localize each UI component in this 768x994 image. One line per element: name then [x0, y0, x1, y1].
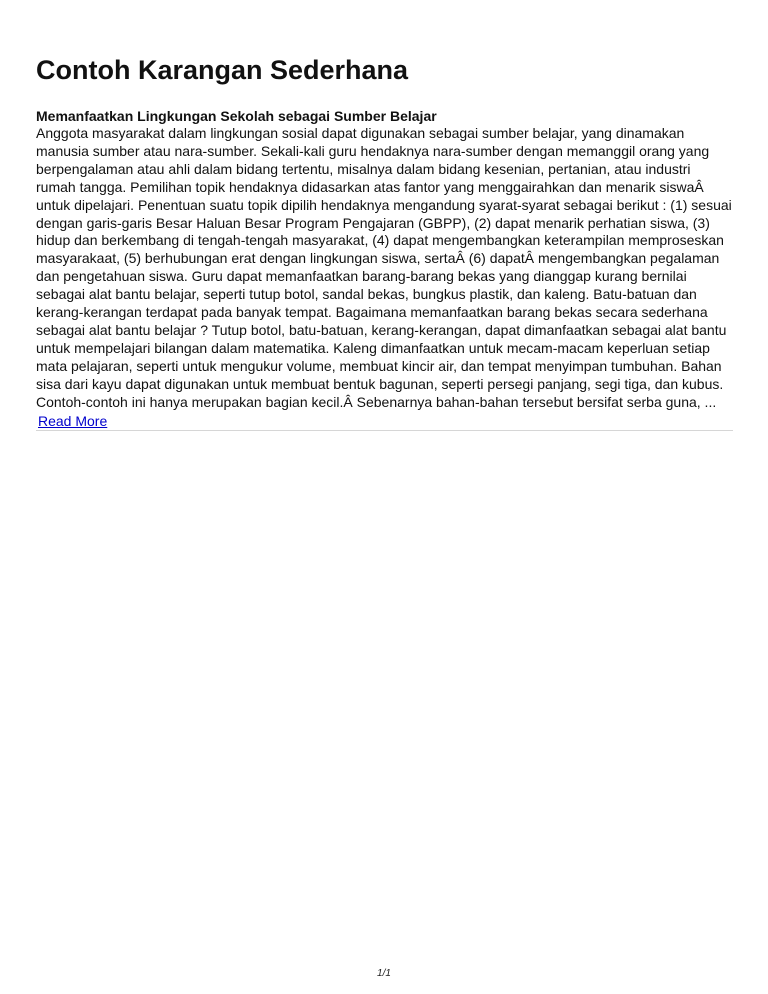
page-number: 1/1: [377, 968, 391, 979]
article-heading: Memanfaatkan Lingkungan Sekolah sebagai Sumber Belajar: [36, 108, 437, 124]
article-body: Anggota masyarakat dalam lingkungan sosial dapat digunakan sebagai sumber belajar, yang dinamakan manusia sumber atau nara-sumber. Sekali-kali guru hendaknya nara-sumber dengan memanggil orang yang berpengalaman atau ahli dalam bidang tertentu, misalnya dalam bidang kesenian, pertanian, atau industri rumah tangga. Pemilihan topik hendaknya didasarkan atas fantor yang menggairahkan dan menarik siswaÂ untuk dipelajari. Penentuan suatu topik dipilih hendaknya mengandung syarat-syarat sebagai berikut : (1) sesuai dengan garis-garis Besar Haluan Besar Program Pengajaran (GBPP), (2) dapat menarik perhatian siswa, (3) hidup dan berkembang di tengah-tengah masyarakat, (4) dapat mengembangkan keterampilan memproseskan masyarakaat, (5) berhubungan erat dengan lingkungan siswa, sertaÂ (6) dapatÂ mengembangkan pegalaman dan pengetahuan siswa. Guru dapat memanfaatkan barang-barang bekas yang dianggap kurang bernilai sebagai alat bantu belajar, seperti tutup botol, sandal bekas, bungkus plastik, dan kaleng. Batu-batuan dan kerang-kerangan terdapat pada banyak tempat. Bagaimana memanfaatkan barang bekas secara sederhana sebagai alat bantu belajar ? Tutup botol, batu-batuan, kerang-kerangan, dapat dimanfaatkan sebagai alat bantu untuk mempelajari bilangan dalam matematika. Kaleng dimanfaatkan untuk mecam-macam keperluan setiap mata pelajaran, seperti untuk mengukur volume, membuat kincir air, dan tempat menyimpan tumbuhan. Bahan sisa dari kayu dapat digunakan untuk membuat bentuk bagunan, seperti persegi panjang, segi tiga, dan kubus. Contoh-contoh ini hanya merupakan bagian kecil.Â Sebenarnya bahan-bahan tersebut bersifat serba guna, ...: [36, 125, 732, 410]
article: [36, 107, 733, 431]
divider: [36, 430, 733, 431]
page-title: Contoh Karangan Sederhana: [36, 55, 409, 85]
read-more-link[interactable]: Read More: [38, 412, 108, 429]
